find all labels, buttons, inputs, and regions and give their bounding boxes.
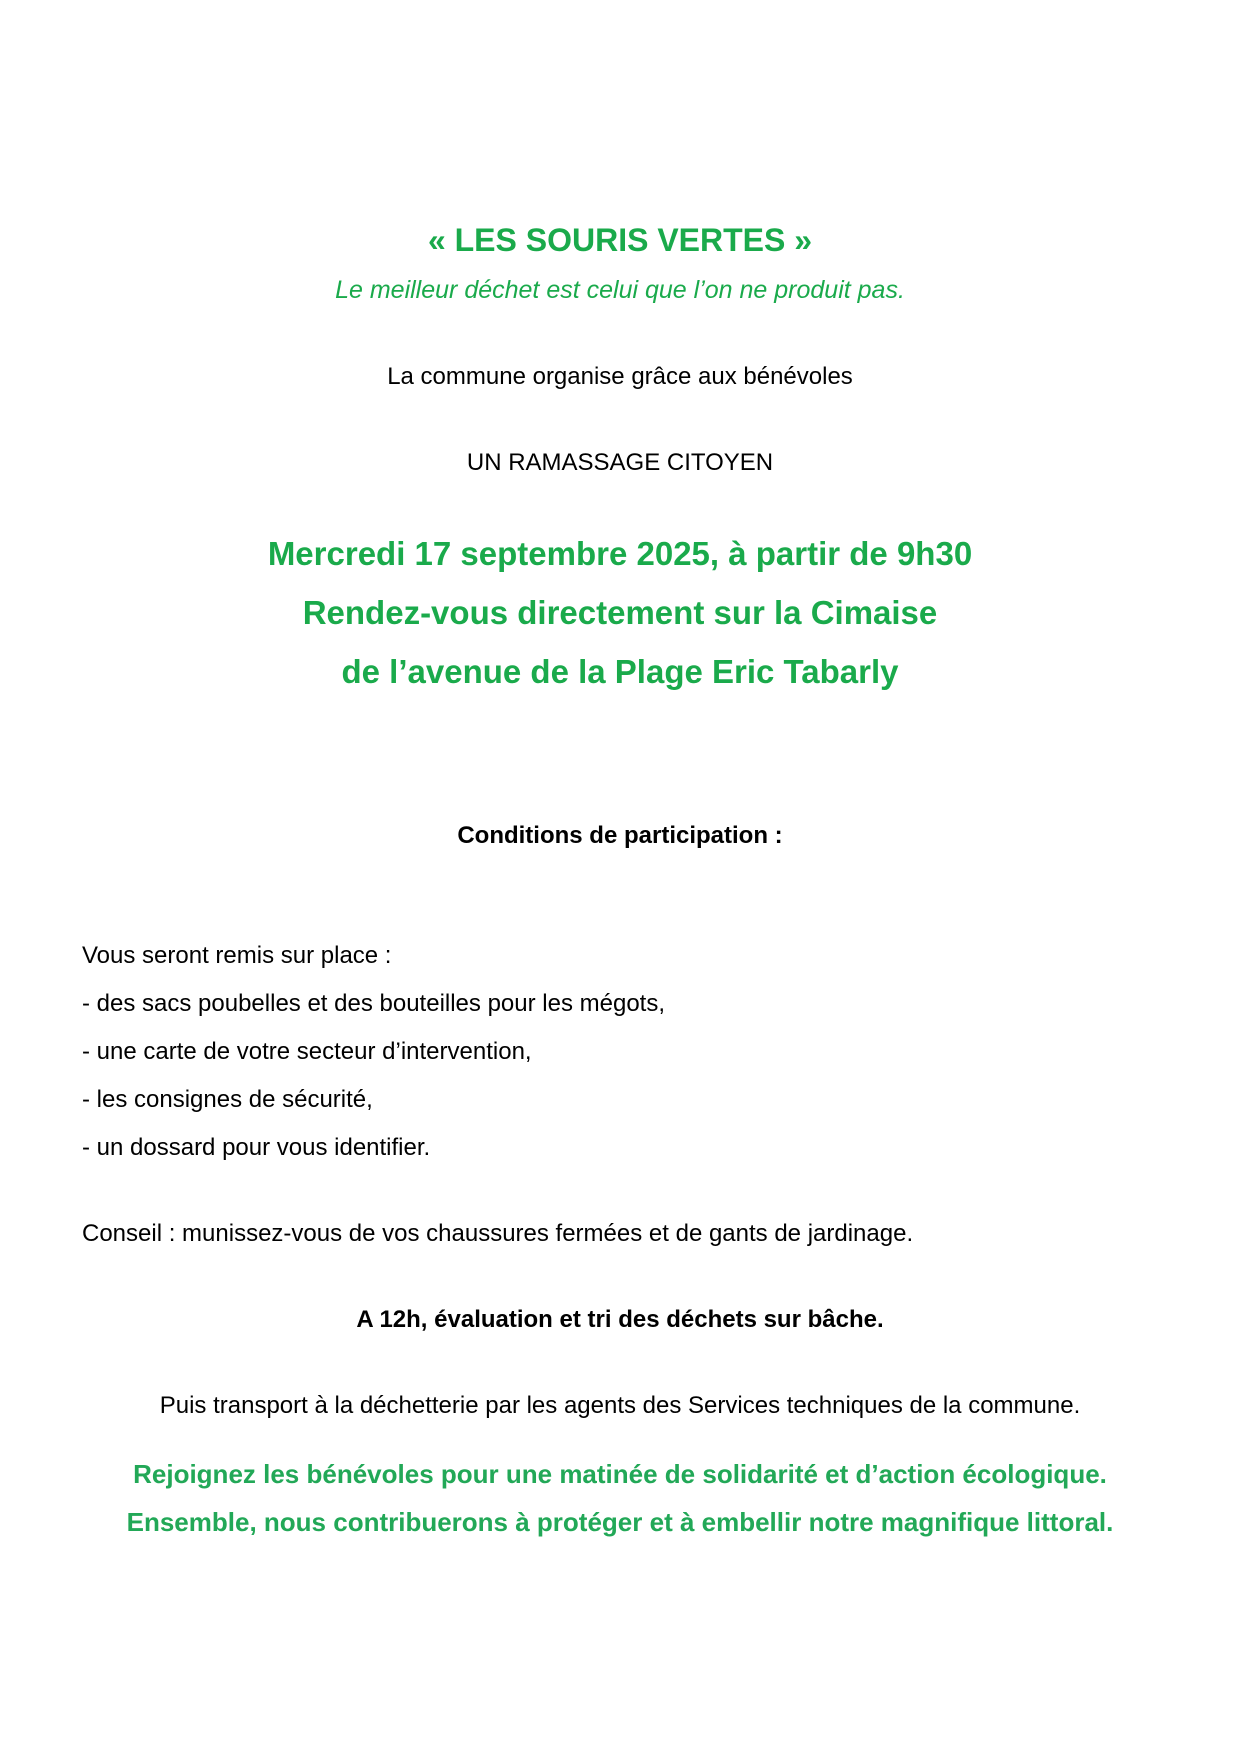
list-item: - les consignes de sécurité, bbox=[82, 1086, 373, 1113]
event-date: Mercredi 17 septembre 2025, à partir de 9h30 bbox=[267, 535, 973, 572]
event-place-line-2: de l’avenue de la Plage Eric Tabarly bbox=[341, 653, 899, 690]
transport-text: Puis transport à la déchetterie par les agents des Services techniques de la commune. bbox=[159, 1392, 1081, 1419]
organizer-text: La commune organise grâce aux bénévoles bbox=[387, 363, 853, 390]
closing-line-1: Rejoignez les bénévoles pour une matinée de solidarité et d’action écologique. bbox=[133, 1459, 1107, 1489]
conditions-lead: Vous seront remis sur place : bbox=[82, 942, 392, 969]
advice-text: Conseil : munissez-vous de vos chaussures fermées et de gants de jardinage. bbox=[82, 1220, 914, 1247]
list-item: - des sacs poubelles et des bouteilles pour les mégots, bbox=[82, 990, 665, 1017]
event-type: UN RAMASSAGE CITOYEN bbox=[466, 449, 774, 476]
sorting-text: A 12h, évaluation et tri des déchets sur bâche. bbox=[356, 1306, 884, 1333]
tagline: Le meilleur déchet est celui que l’on ne produit pas. bbox=[335, 276, 905, 304]
list-item: - un dossard pour vous identifier. bbox=[82, 1134, 431, 1161]
list-item: - une carte de votre secteur d’intervention, bbox=[82, 1038, 532, 1065]
event-place-line-1: Rendez-vous directement sur la Cimaise bbox=[302, 594, 938, 631]
document-title: « LES SOURIS VERTES » bbox=[427, 222, 813, 258]
closing-line-2: Ensemble, nous contribuerons à protéger et à embellir notre magnifique littoral. bbox=[126, 1507, 1114, 1537]
conditions-heading: Conditions de participation : bbox=[457, 822, 783, 849]
